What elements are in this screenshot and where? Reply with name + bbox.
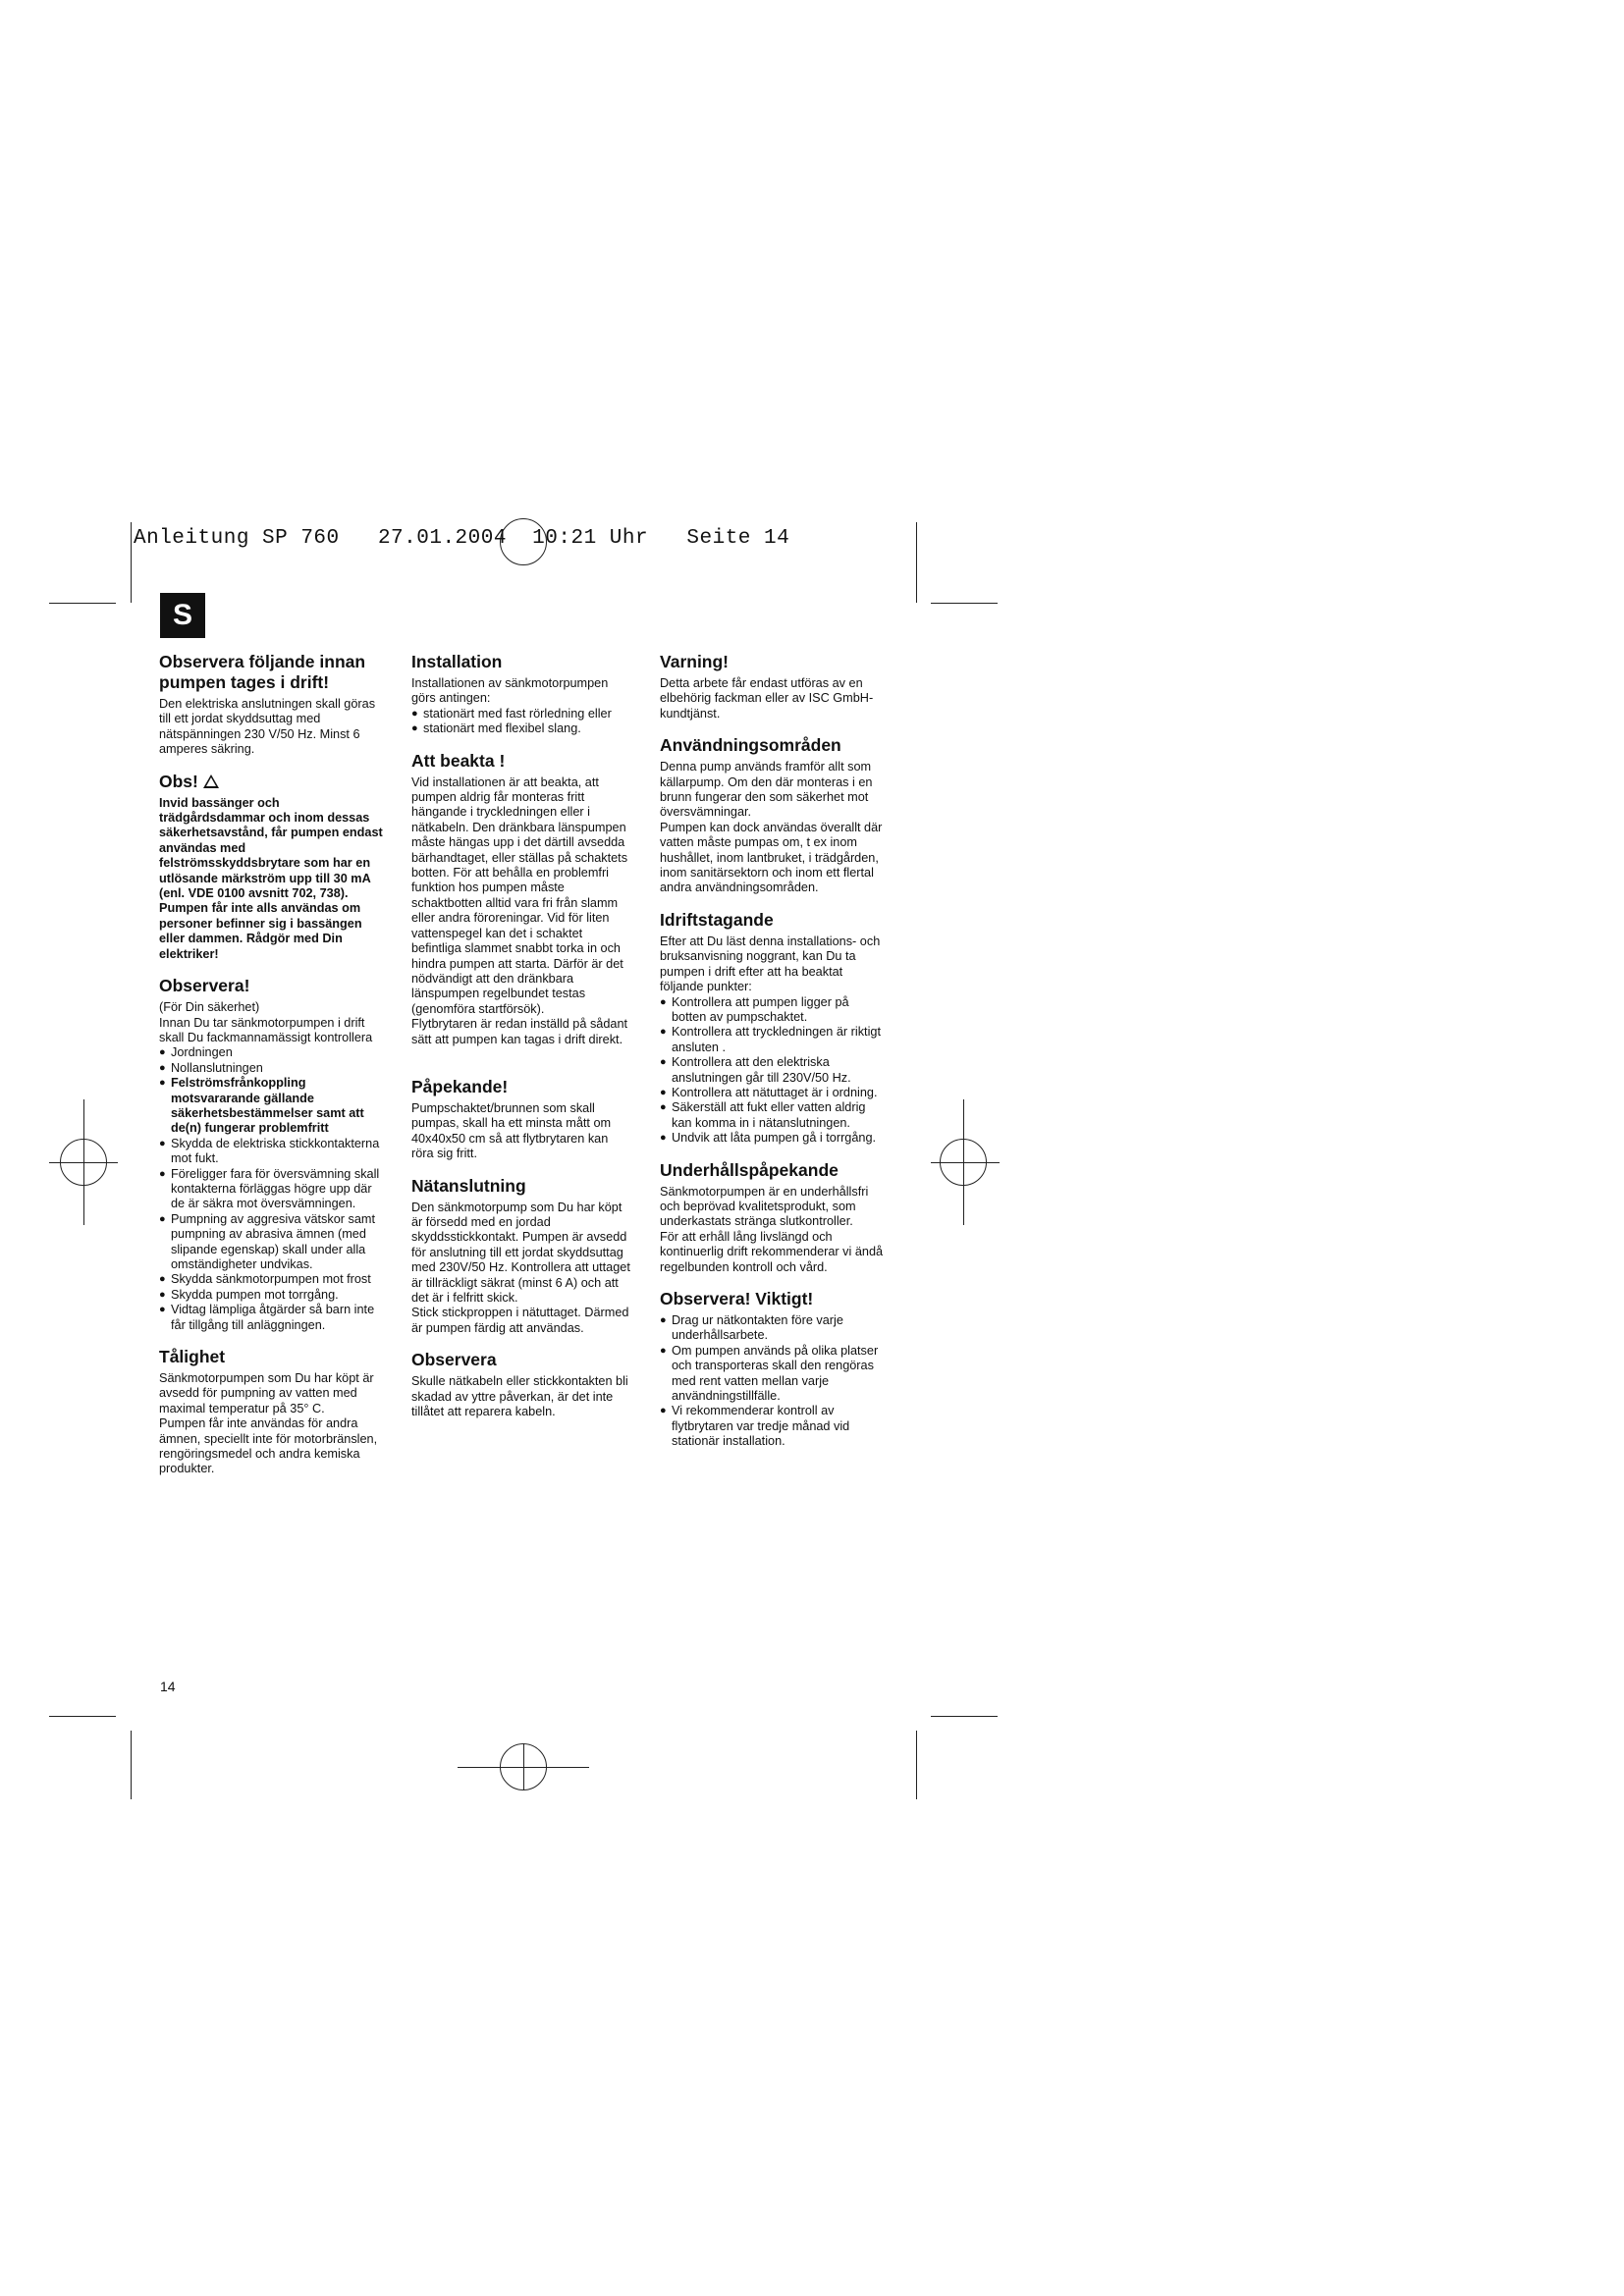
list-item: ● Föreligger fara för översvämning skall kontakterna förläggas högre upp där de är säkra mot översvämningen. xyxy=(159,1167,383,1212)
list-item: ● Pumpning av aggresiva vätskor samt pumpning av abrasiva ämnen (med slipande egenskap) skall under alla omständigheter undvikas. xyxy=(159,1212,383,1273)
section-title: Observera! Viktigt! xyxy=(660,1289,814,1308)
list-item: ● Felströmsfrånkoppling motsvararande gällande säkerhetsbestämmelser samt att de(n) fungerar problemfritt xyxy=(159,1076,383,1137)
crop-mark xyxy=(916,522,917,603)
section-title: Varning! xyxy=(660,652,730,671)
crop-mark xyxy=(131,522,132,603)
paragraph: (För Din säkerhet) xyxy=(159,1000,260,1015)
paragraph: För att erhåll lång livslängd och kontinuerlig drift rekommenderar vi ändå regelbunden kontroll och vård. xyxy=(660,1229,884,1274)
section-title: Observera! xyxy=(159,976,250,996)
paragraph: Installationen av sänkmotorpumpen görs antingen: xyxy=(411,676,609,706)
crop-mark xyxy=(49,1716,116,1717)
section-title: Idriftstagande xyxy=(660,909,774,930)
section-title: Observera följande innan pumpen tages i drift! xyxy=(159,652,366,692)
paragraph: Skulle nätkabeln eller stickkontakten bli skadad av yttre påverkan, är det inte tillåtet att reparera kabeln. xyxy=(411,1374,628,1419)
warning-triangle-icon xyxy=(203,774,219,788)
paragraph: Pumpschaktet/brunnen som skall pumpas, skall ha ett minsta mått om 40x40x50 cm så att flytbrytaren kan röra sig fritt. xyxy=(411,1100,612,1161)
paragraph: Detta arbete får endast utföras av en elbehörig fackman eller av ISC GmbH-kundtjänst. xyxy=(660,676,874,721)
registration-crosshair xyxy=(931,1162,1000,1163)
list-item: ● Kontrollera att pumpen ligger på botten av pumpschaktet. xyxy=(660,995,886,1026)
crop-mark xyxy=(49,603,116,604)
warning-paragraph: Invid bassänger och trädgårdsdammar och inom dessas säkerhetsavstånd, får pumpen endast användas med felströmsskyddsbrytare som har en utlösande märkström upp till 30 mA (enl. VDE 0100 avsnitt 702, 738). Pumpen får inte alls användas om personer befinner sig i bassängen eller dammen. Rådgör med Din elektriker! xyxy=(159,795,383,961)
list-item: ● Kontrollera att den elektriska anslutningen går till 230V/50 Hz. xyxy=(660,1055,886,1086)
section-title: Påpekande! xyxy=(411,1076,509,1096)
paragraph: Pumpen kan dock användas överallt där vatten måste pumpas om, t ex inom hushållet, inom lantbruket, i trädgården, inom sanitärsektorn och inom ett flertal andra användningsområden. xyxy=(660,820,883,895)
print-slug-header: Anleitung SP 760 27.01.2004 10:21 Uhr Seite 14 xyxy=(134,527,790,550)
crop-mark xyxy=(931,1716,998,1717)
paragraph: Sänkmotorpumpen är en underhållsfri och beprövad kvalitetsprodukt, som underkastats stränga slutkontroller. xyxy=(660,1184,869,1229)
column-2 xyxy=(411,652,633,1433)
column-1 xyxy=(159,652,383,1491)
list-item: ● Drag ur nätkontakten före varje underhållsarbete. xyxy=(660,1313,886,1344)
paragraph: Flytbrytaren är redan inställd på sådant sätt att pumpen kan tagas i drift direkt. xyxy=(411,1017,628,1046)
section-title: Observera xyxy=(411,1350,497,1370)
list-item: ● Kontrollera att tryckledningen är riktigt ansluten . xyxy=(660,1025,886,1055)
bullet-list xyxy=(159,1045,383,1333)
list-item: ● Vidtag lämpliga åtgärder så barn inte får tillgång till anläggningen. xyxy=(159,1303,383,1333)
section-title: Underhållspåpekande xyxy=(660,1159,839,1180)
list-item: ● Undvik att låta pumpen gå i torrgång. xyxy=(660,1131,886,1146)
list-item: ● stationärt med fast rörledning eller xyxy=(411,707,633,721)
list-item: ● Vi rekommenderar kontroll av flytbrytaren var tredje månad vid stationär installation. xyxy=(660,1404,886,1449)
paragraph: Sänkmotorpumpen som Du har köpt är avsedd för pumpning av vatten med maximal temperatur på 35° C. xyxy=(159,1371,374,1415)
paragraph: Denna pump används framför allt som källarpump. Om den där monteras i en brunn fungerar den som säkerhet mot översvämningar. xyxy=(660,760,873,820)
section-title: Nätanslutning xyxy=(411,1175,526,1196)
section-title: Installation xyxy=(411,652,503,671)
list-item: ● Skydda pumpen mot torrgång. xyxy=(159,1288,383,1303)
obs-title: Obs! xyxy=(159,771,198,791)
list-item: ● Jordningen xyxy=(159,1045,383,1060)
section-title xyxy=(159,772,383,792)
paragraph: Pumpen får inte användas för andra ämnen, speciellt inte för motorbränslen, rengöringsmedel och andra kemiska produkter. xyxy=(159,1416,378,1476)
registration-crosshair xyxy=(83,1099,84,1225)
language-tab: S xyxy=(160,593,205,638)
bullet-list xyxy=(660,1313,886,1450)
list-item: ● Skydda de elektriska stickkontakterna mot fukt. xyxy=(159,1137,383,1167)
paragraph: Den sänkmotorpump som Du har köpt är försedd med en jordad skyddsstickkontakt. Pumpen är avsedd för anslutning till ett jordat skyddsuttag med 230V/50 Hz. Kontrollera att uttaget är tillräckligt säkrat (minst 6 A) och att det är i felfritt skick. xyxy=(411,1200,630,1305)
paragraph: Stick stickproppen i nätuttaget. Därmed är pumpen färdig att användas. xyxy=(411,1306,629,1335)
paragraph: Vid installationen är att beakta, att pumpen aldrig får monteras fritt hängande i tryckledningen eller i nätkabeln. Den dränkbara länspumpen måste hängas upp i det därtill avsedda bärhandtaget, eller ställas på schaktets botten. För att behålla en problemfri funktion hos pumpen måste schaktbotten alltid vara fri från slamm eller andra föroreningar. Vid för liten vattenspegel kan det i schaktet befintliga slammet snabbt torka in och hindra pumpen att starta. Därför är det nödvändigt att den dränkbara länspumpen regelbundet testas (genomföra startförsök). xyxy=(411,774,628,1016)
bullet-list xyxy=(411,707,633,737)
registration-crosshair xyxy=(523,1743,524,1790)
registration-crosshair xyxy=(963,1099,964,1225)
section-title: Användningsområden xyxy=(660,735,841,756)
paragraph: Den elektriska anslutningen skall göras till ett jordat skyddsuttag med nätspänningen 230 V/50 Hz. Minst 6 amperes säkring. xyxy=(159,697,376,757)
section-title: Tålighet xyxy=(159,1347,226,1367)
list-item: ● Säkerställ att fukt eller vatten aldrig kan komma in i nätanslutningen. xyxy=(660,1100,886,1131)
page-number: 14 xyxy=(160,1679,176,1694)
paragraph: Innan Du tar sänkmotorpumpen i drift skall Du fackmannamässigt kontrollera xyxy=(159,1015,373,1044)
section-title: Att beakta ! xyxy=(411,750,506,771)
paragraph: Efter att Du läst denna installations- och bruksanvisning noggrant, kan Du ta pumpen i drift efter att ha beaktat följande punkter: xyxy=(660,934,881,994)
crop-mark xyxy=(131,1731,132,1799)
list-item: ● Kontrollera att nätuttaget är i ordning. xyxy=(660,1086,886,1100)
list-item: ● Om pumpen används på olika platser och transporteras skall den rengöras med rent vatten mellan varje användningstillfälle. xyxy=(660,1344,886,1405)
list-item: ● Skydda sänkmotorpumpen mot frost xyxy=(159,1272,383,1287)
crop-mark xyxy=(931,603,998,604)
bullet-list xyxy=(660,995,886,1147)
column-3 xyxy=(660,652,886,1464)
crop-mark xyxy=(916,1731,917,1799)
list-item: ● Nollanslutningen xyxy=(159,1061,383,1076)
list-item: ● stationärt med flexibel slang. xyxy=(411,721,633,736)
